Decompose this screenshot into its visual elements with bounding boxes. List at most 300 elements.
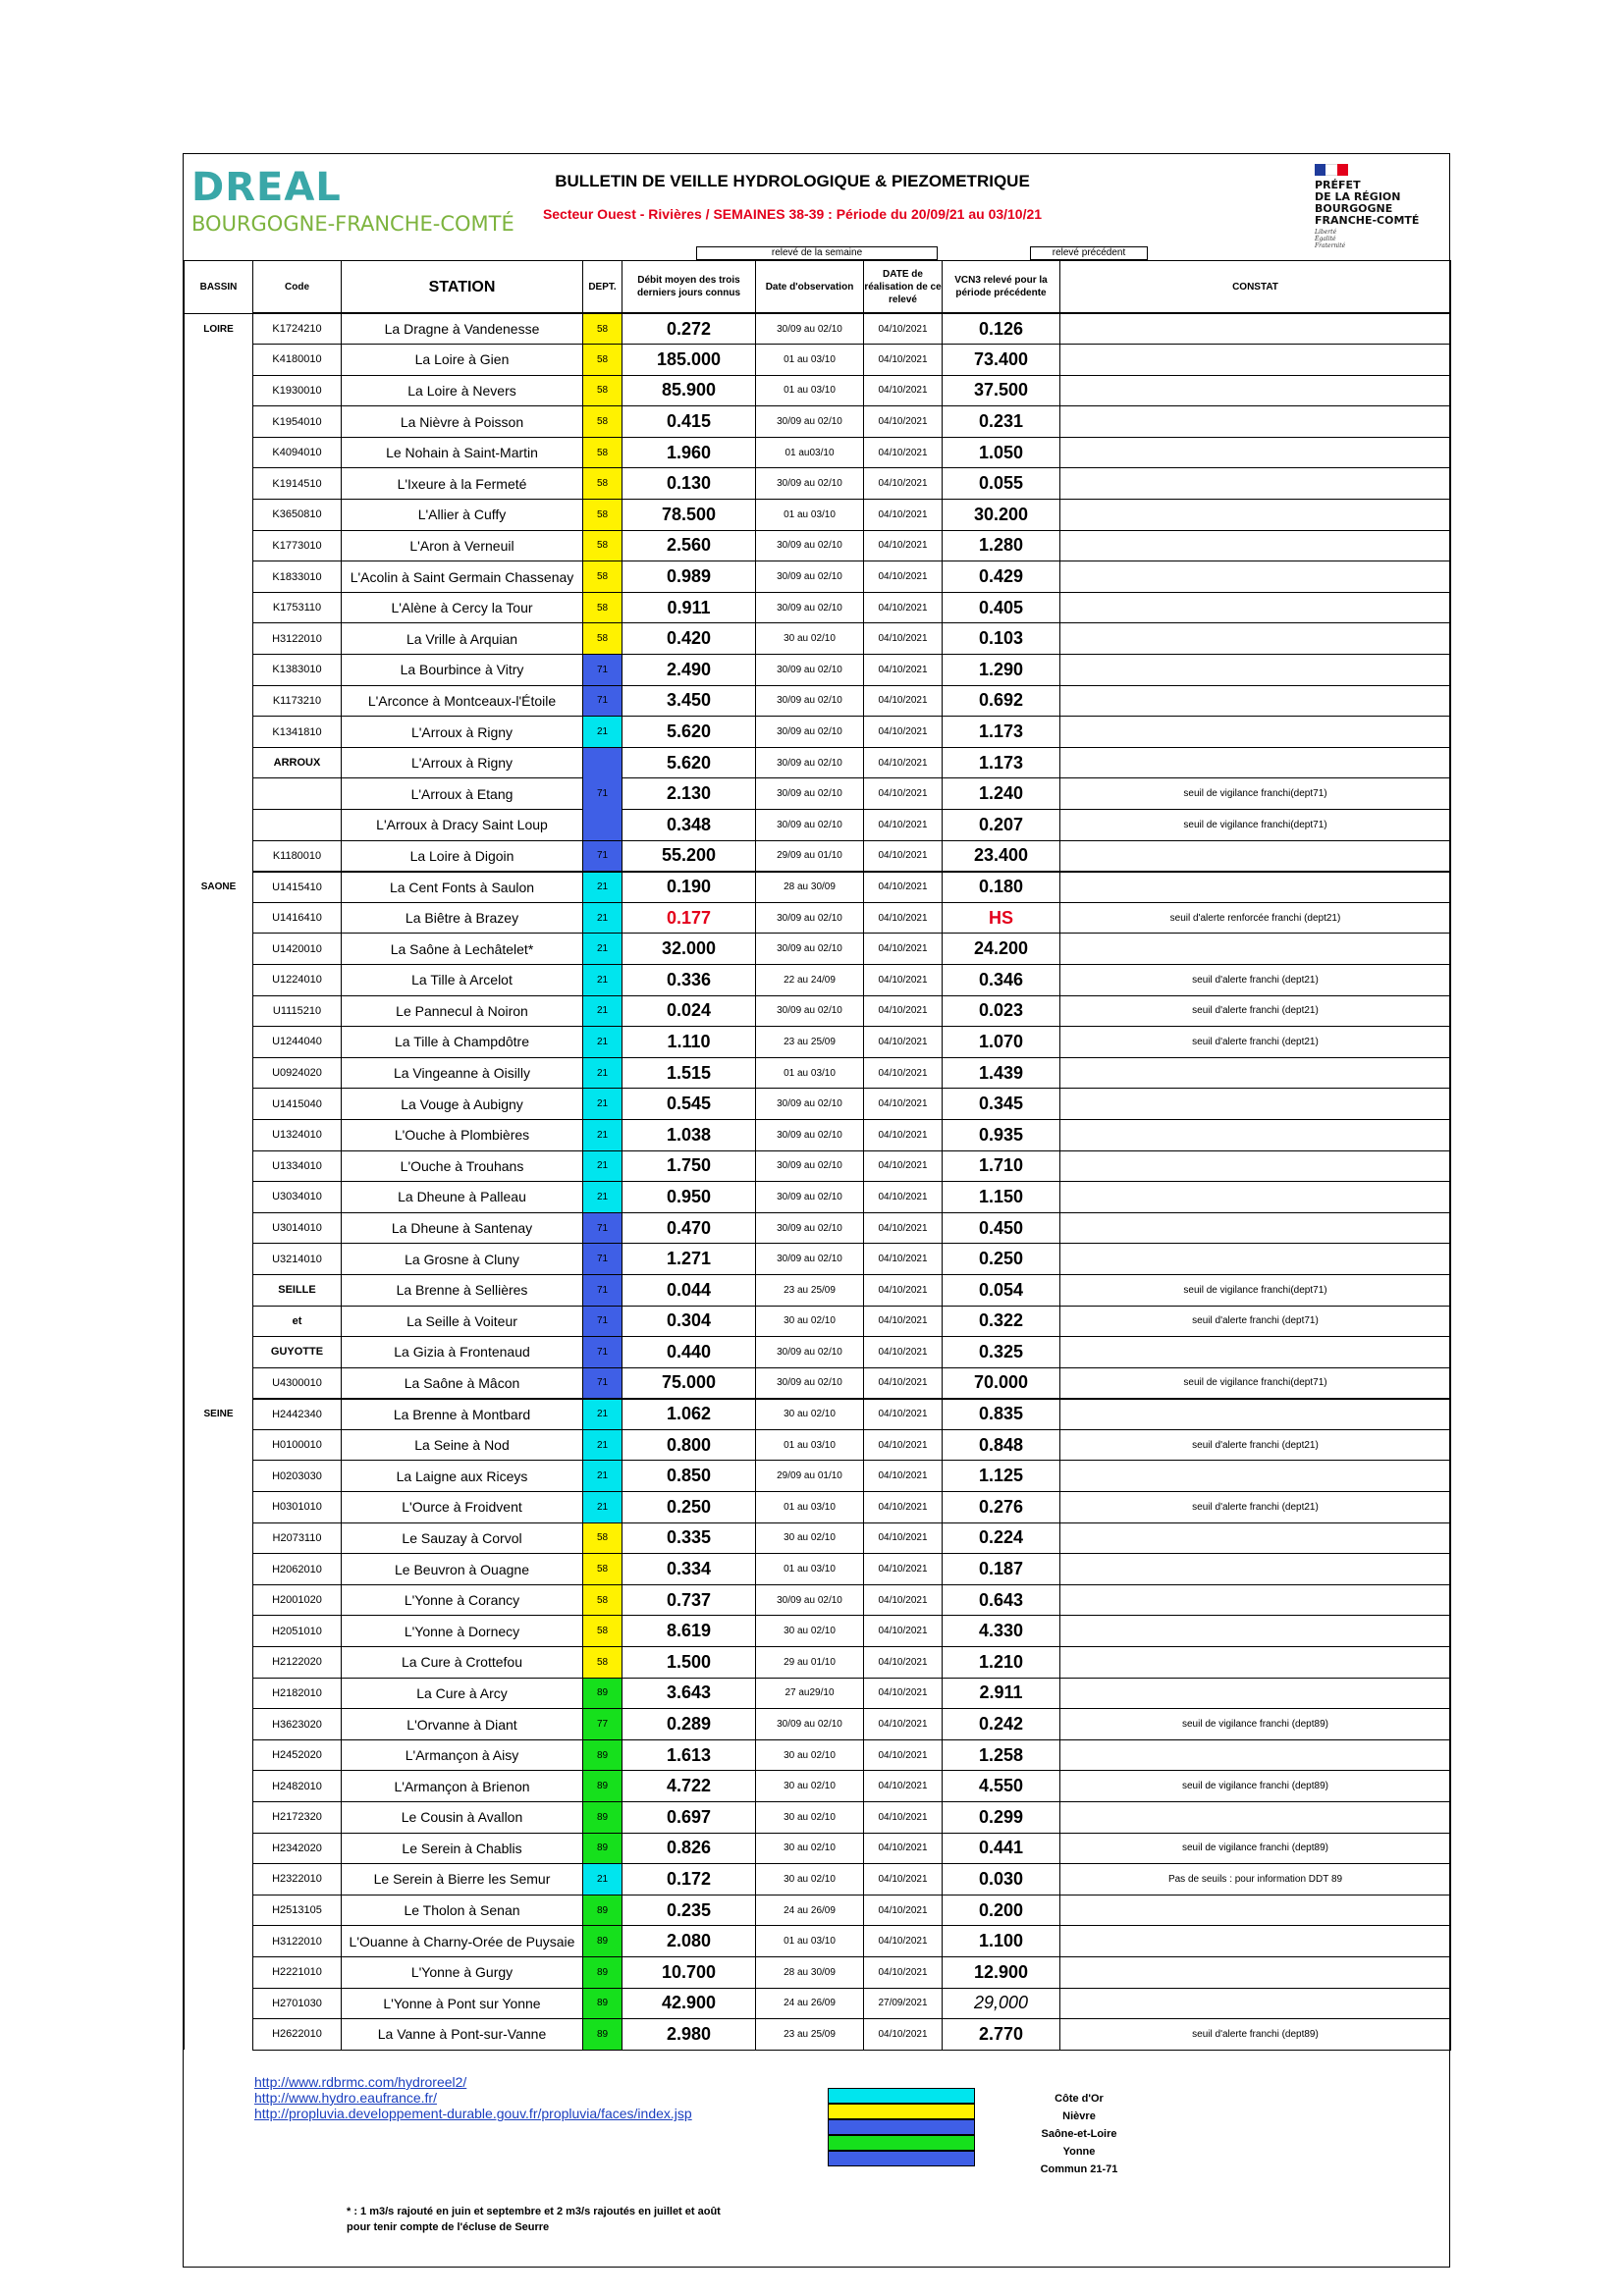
dept-cell [583,747,622,778]
date-rel-cell: 04/10/2021 [864,1150,943,1182]
date-obs-cell: 01 au 03/10 [756,375,864,406]
debit-cell: 0.335 [622,1522,756,1554]
station-cell: La Saône à Lechâtelet* [342,934,583,965]
date-obs-cell: 01 au 03/10 [756,1554,864,1585]
code-cell: U4300010 [253,1367,342,1399]
constat-cell [1060,406,1451,438]
debit-cell: 0.850 [622,1461,756,1492]
dept-cell: 21 [583,1150,622,1182]
debit-cell: 8.619 [622,1616,756,1647]
dept-cell: 89 [583,1926,622,1957]
dept-cell: 71 [583,1274,622,1306]
constat-cell: seuil de vigilance franchi(dept71) [1060,1274,1451,1306]
bassin-cell [185,655,253,686]
debit-cell: 2.080 [622,1926,756,1957]
constat-cell [1060,623,1451,655]
dept-cell: 21 [583,1089,622,1120]
date-obs-cell: 01 au 03/10 [756,1429,864,1461]
bassin-cell [185,840,253,872]
debit-cell: 42.900 [622,1988,756,2019]
code-cell: H2701030 [253,1988,342,2019]
bassin-cell [185,1739,253,1771]
table-row [185,1027,1451,1058]
date-obs-cell: 24 au 26/09 [756,1988,864,2019]
bulletin-title-block [498,172,1087,222]
date-obs-cell: 30/09 au 02/10 [756,902,864,934]
debit-cell: 32.000 [622,934,756,965]
bassin-cell [185,1584,253,1616]
constat-cell: seuil de vigilance franchi (dept89) [1060,1709,1451,1740]
table-row [185,1244,1451,1275]
table-row [185,1429,1451,1461]
station-cell: L'Armançon à Aisy [342,1739,583,1771]
debit-cell: 0.044 [622,1274,756,1306]
debit-cell: 85.900 [622,375,756,406]
table-row [185,375,1451,406]
constat-cell [1060,655,1451,686]
station-cell: La Grosne à Cluny [342,1244,583,1275]
date-obs-cell: 01 au 03/10 [756,500,864,531]
debit-cell: 2.560 [622,530,756,561]
station-cell: La Tille à Arcelot [342,964,583,995]
date-rel-cell: 04/10/2021 [864,778,943,810]
dept-cell: 58 [583,561,622,593]
station-cell: La Tille à Champdôtre [342,1027,583,1058]
col-vcn3: VCN3 relevé pour la période précédente [943,261,1060,314]
vcn3-cell: 29,000 [943,1988,1060,2019]
constat-cell [1060,934,1451,965]
station-cell: La Gizia à Frontenaud [342,1337,583,1368]
date-obs-cell: 30 au 02/10 [756,1833,864,1864]
dept-cell: 58 [583,1522,622,1554]
dreal-logo-region: BOURGOGNE-FRANCHE-COMTÉ [191,212,514,236]
bassin-cell [185,778,253,810]
bassin-cell [185,1337,253,1368]
date-rel-cell: 04/10/2021 [864,655,943,686]
debit-cell: 1.110 [622,1027,756,1058]
vcn3-cell: 0.346 [943,964,1060,995]
bassin-cell [185,1926,253,1957]
vcn3-cell: 0.322 [943,1306,1060,1337]
bassin-cell [185,1771,253,1802]
bassin-cell [185,500,253,531]
code-cell: K4094010 [253,437,342,468]
date-obs-cell: 30/09 au 02/10 [756,1119,864,1150]
table-row [185,1057,1451,1089]
vcn3-cell: 70.000 [943,1367,1060,1399]
table-row [185,1554,1451,1585]
dept-cell: 21 [583,1429,622,1461]
date-rel-cell: 04/10/2021 [864,1399,943,1430]
date-obs-cell: 01 au 03/10 [756,1926,864,1957]
dept-cell: 89 [583,1895,622,1926]
constat-cell [1060,1895,1451,1926]
debit-cell: 0.470 [622,1212,756,1244]
date-obs-cell: 23 au 25/09 [756,2019,864,2051]
constat-cell: seuil d'alerte franchi (dept21) [1060,995,1451,1027]
bassin-cell [185,592,253,623]
station-cell: Le Serein à Bierre les Semur [342,1864,583,1896]
debit-cell: 0.272 [622,313,756,345]
date-rel-cell: 04/10/2021 [864,592,943,623]
col-code: Code [253,261,342,314]
constat-cell [1060,840,1451,872]
debit-cell: 0.348 [622,810,756,841]
station-cell: L'Yonne à Dornecy [342,1616,583,1647]
date-obs-cell: 30 au 02/10 [756,1864,864,1896]
vcn3-cell: 0.055 [943,468,1060,500]
date-rel-cell: 04/10/2021 [864,1647,943,1679]
date-rel-cell: 04/10/2021 [864,717,943,748]
date-rel-cell: 04/10/2021 [864,1522,943,1554]
constat-cell [1060,313,1451,345]
table-row [185,406,1451,438]
bassin-cell [185,2019,253,2051]
date-obs-cell: 30/09 au 02/10 [756,717,864,748]
date-rel-cell: 04/10/2021 [864,747,943,778]
dept-cell: 58 [583,1554,622,1585]
bassin-cell [185,468,253,500]
code-cell: U3214010 [253,1244,342,1275]
bassin-cell: LOIRE [185,313,253,345]
constat-cell: seuil d'alerte renforcée franchi (dept21) [1060,902,1451,934]
bassin-cell [185,1802,253,1834]
date-rel-cell: 04/10/2021 [864,964,943,995]
vcn3-cell: 0.030 [943,1864,1060,1896]
dept-cell: 21 [583,1182,622,1213]
debit-cell: 0.800 [622,1429,756,1461]
table-row [185,964,1451,995]
debit-cell: 1.062 [622,1399,756,1430]
dept-cell: 71 [583,1244,622,1275]
code-cell: K1724210 [253,313,342,345]
date-obs-cell: 30/09 au 02/10 [756,995,864,1027]
debit-cell: 0.336 [622,964,756,995]
vcn3-cell: 12.900 [943,1956,1060,1988]
vcn3-cell: 0.054 [943,1274,1060,1306]
table-row [185,934,1451,965]
station-cell: La Brenne à Montbard [342,1399,583,1430]
date-rel-cell: 04/10/2021 [864,1895,943,1926]
vcn3-cell: 0.242 [943,1709,1060,1740]
date-obs-cell: 24 au 26/09 [756,1895,864,1926]
constat-cell: seuil de vigilance franchi(dept71) [1060,1367,1451,1399]
constat-cell [1060,1212,1451,1244]
date-obs-cell: 01 au 03/10 [756,1057,864,1089]
date-rel-cell: 04/10/2021 [864,468,943,500]
debit-cell: 10.700 [622,1956,756,1988]
table-row [185,1337,1451,1368]
dept-cell: 71 [583,1367,622,1399]
debit-cell: 0.415 [622,406,756,438]
bassin-cell: SEINE [185,1399,253,1430]
debit-cell: 1.500 [622,1647,756,1679]
table-row [185,840,1451,872]
table-row [185,747,1451,778]
constat-cell [1060,872,1451,903]
station-cell: L'Ouche à Trouhans [342,1150,583,1182]
constat-cell: seuil d'alerte franchi (dept21) [1060,964,1451,995]
legend-swatches [828,2088,975,2166]
station-cell: L'Arroux à Etang [342,778,583,810]
constat-cell [1060,1554,1451,1585]
constat-cell [1060,1956,1451,1988]
bassin-cell [185,1461,253,1492]
vcn3-cell: 1.710 [943,1150,1060,1182]
bassin-cell [185,717,253,748]
vcn3-cell: 0.345 [943,1089,1060,1120]
vcn3-cell: 24.200 [943,934,1060,965]
debit-cell: 1.515 [622,1057,756,1089]
bassin-cell [185,810,253,841]
legend-swatch-cote-dor [828,2088,975,2104]
dept-cell: 58 [583,375,622,406]
date-obs-cell: 29 au 01/10 [756,1647,864,1679]
date-obs-cell: 30/09 au 02/10 [756,1337,864,1368]
vcn3-cell: 1.173 [943,717,1060,748]
vcn3-cell: 0.429 [943,561,1060,593]
dreal-logo [191,166,514,237]
constat-cell [1060,1182,1451,1213]
station-cell: La Brenne à Sellières [342,1274,583,1306]
debit-cell: 0.190 [622,872,756,903]
station-cell: La Dheune à Santenay [342,1212,583,1244]
debit-cell: 75.000 [622,1367,756,1399]
link-rdbrmc[interactable]: http://www.rdbrmc.com/hydroreel2/ [254,2074,467,2090]
bassin-cell [185,995,253,1027]
vcn3-cell: 0.405 [943,592,1060,623]
station-cell: La Laigne aux Riceys [342,1461,583,1492]
table-row [185,1739,1451,1771]
constat-cell [1060,592,1451,623]
table-row [185,655,1451,686]
table-row [185,1802,1451,1834]
code-cell: H2172320 [253,1802,342,1834]
date-obs-cell: 30/09 au 02/10 [756,313,864,345]
vcn3-cell: 0.835 [943,1399,1060,1430]
bassin-cell [185,1057,253,1089]
debit-cell: 0.289 [622,1709,756,1740]
dept-cell: 89 [583,1802,622,1834]
dept-cell: 89 [583,1956,622,1988]
date-obs-cell: 01 au03/10 [756,437,864,468]
table-row [185,530,1451,561]
vcn3-cell: 1.210 [943,1647,1060,1679]
vcn3-cell: 0.023 [943,995,1060,1027]
station-cell: Le Tholon à Senan [342,1895,583,1926]
date-obs-cell: 30/09 au 02/10 [756,810,864,841]
date-obs-cell: 30/09 au 02/10 [756,934,864,965]
date-obs-cell: 29/09 au 01/10 [756,1461,864,1492]
date-obs-cell: 30 au 02/10 [756,1616,864,1647]
code-cell: H2062010 [253,1554,342,1585]
debit-cell: 0.826 [622,1833,756,1864]
bassin-cell [185,530,253,561]
bassin-cell [185,1119,253,1150]
dept-cell: 58 [583,468,622,500]
legend-label-cote-dor: Côte d'Or [1055,2093,1104,2105]
station-cell: Le Pannecul à Noiron [342,995,583,1027]
footnote [347,2204,721,2235]
legend-swatch-commun [828,2151,975,2166]
vcn3-cell: 0.180 [943,872,1060,903]
bassin-cell [185,1306,253,1337]
date-obs-cell: 30 au 02/10 [756,1739,864,1771]
date-rel-cell: 04/10/2021 [864,1739,943,1771]
debit-cell: 0.130 [622,468,756,500]
debit-cell: 185.000 [622,345,756,376]
station-cell: La Loire à Digoin [342,840,583,872]
station-cell: L'Ouanne à Charny-Orée de Puysaie [342,1926,583,1957]
dept-cell: 58 [583,623,622,655]
dept-cell: 58 [583,1616,622,1647]
vcn3-cell: 2.770 [943,2019,1060,2051]
vcn3-cell: 0.848 [943,1429,1060,1461]
debit-cell: 0.989 [622,561,756,593]
date-rel-cell: 04/10/2021 [864,1554,943,1585]
date-rel-cell: 04/10/2021 [864,1492,943,1523]
bassin-cell [185,406,253,438]
dept-cell: 71 [583,778,622,810]
table-row [185,1367,1451,1399]
vcn3-cell: 0.935 [943,1119,1060,1150]
table-row [185,345,1451,376]
dept-cell: 71 [583,840,622,872]
table-header-row [185,261,1451,314]
dept-cell: 71 [583,1212,622,1244]
debit-cell: 5.620 [622,747,756,778]
constat-cell [1060,345,1451,376]
dept-cell: 58 [583,592,622,623]
debit-cell: 2.130 [622,778,756,810]
dept-cell: 58 [583,1584,622,1616]
table-row [185,1709,1451,1740]
date-rel-cell: 04/10/2021 [864,872,943,903]
debit-cell: 0.334 [622,1554,756,1585]
debit-cell: 5.620 [622,717,756,748]
table-row [185,1864,1451,1896]
debit-cell: 0.024 [622,995,756,1027]
date-obs-cell: 30 au 02/10 [756,1306,864,1337]
station-cell: La Biêtre à Brazey [342,902,583,934]
debit-cell: 0.440 [622,1337,756,1368]
table-row [185,1089,1451,1120]
vcn3-cell: 0.299 [943,1802,1060,1834]
date-rel-cell: 04/10/2021 [864,1802,943,1834]
station-cell: L'Orvanne à Diant [342,1709,583,1740]
date-rel-cell: 04/10/2021 [864,1771,943,1802]
date-obs-cell: 30/09 au 02/10 [756,1089,864,1120]
footnote-line-2: pour tenir compte de l'écluse de Seurre [347,2221,550,2233]
date-rel-cell: 27/09/2021 [864,1988,943,2019]
constat-cell [1060,1337,1451,1368]
bassin-cell [185,1988,253,2019]
station-cell: La Nièvre à Poisson [342,406,583,438]
col-date-obs: Date d'observation [756,261,864,314]
code-cell: K1930010 [253,375,342,406]
code-cell: H2122020 [253,1647,342,1679]
link-propluvia[interactable]: http://propluvia.developpement-durable.gouv.fr/propluvia/faces/index.jsp [254,2106,692,2121]
footnote-line-1: * : 1 m3/s rajouté en juin et septembre et 2 m3/s rajoutés en juillet et août [347,2206,721,2217]
dept-cell: 21 [583,934,622,965]
date-obs-cell: 30/09 au 02/10 [756,1367,864,1399]
dreal-logo-word: DREAL [191,165,342,210]
date-obs-cell: 30/09 au 02/10 [756,1150,864,1182]
dept-cell: 21 [583,902,622,934]
bassin-cell [185,1833,253,1864]
debit-cell: 55.200 [622,840,756,872]
date-obs-cell: 30/09 au 02/10 [756,468,864,500]
dept-cell: 21 [583,1864,622,1896]
table-row [185,1150,1451,1182]
code-cell: K1753110 [253,592,342,623]
table-row [185,500,1451,531]
code-cell: K1833010 [253,561,342,593]
date-rel-cell: 04/10/2021 [864,1864,943,1896]
code-cell: et [253,1306,342,1337]
date-obs-cell: 30/09 au 02/10 [756,1584,864,1616]
date-rel-cell: 04/10/2021 [864,1119,943,1150]
date-rel-cell: 04/10/2021 [864,345,943,376]
station-cell: Le Serein à Chablis [342,1833,583,1864]
date-rel-cell: 04/10/2021 [864,1306,943,1337]
station-cell: L'Ixeure à la Fermeté [342,468,583,500]
code-cell: U1416410 [253,902,342,934]
bassin-cell: SAONE [185,872,253,903]
bassin-cell [185,1492,253,1523]
bassin-cell [185,1864,253,1896]
bassin-cell [185,437,253,468]
vcn3-cell: 1.070 [943,1027,1060,1058]
dept-cell: 21 [583,1492,622,1523]
table-row [185,995,1451,1027]
bassin-cell [185,1956,253,1988]
table-row [185,717,1451,748]
bassin-cell [185,1429,253,1461]
debit-cell: 0.177 [622,902,756,934]
code-cell [253,810,342,841]
station-cell: L'Arroux à Rigny [342,717,583,748]
constat-cell [1060,437,1451,468]
code-cell [253,778,342,810]
station-cell: L'Arconce à Montceaux-l'Étoile [342,685,583,717]
debit-cell: 0.911 [622,592,756,623]
debit-cell: 4.722 [622,1771,756,1802]
station-cell: L'Acolin à Saint Germain Chassenay [342,561,583,593]
bassin-cell [185,1554,253,1585]
constat-cell [1060,1802,1451,1834]
constat-cell [1060,1399,1451,1430]
debit-cell: 1.613 [622,1739,756,1771]
code-cell: H2482010 [253,1771,342,1802]
date-obs-cell: 30/09 au 02/10 [756,655,864,686]
station-cell: Le Nohain à Saint-Martin [342,437,583,468]
date-rel-cell: 04/10/2021 [864,2019,943,2051]
link-hydro-eaufrance[interactable]: http://www.hydro.eaufrance.fr/ [254,2090,437,2106]
station-cell: La Dragne à Vandenesse [342,313,583,345]
bassin-cell [185,1709,253,1740]
col-bassin: BASSIN [185,261,253,314]
bassin-cell [185,1089,253,1120]
station-cell: L'Yonne à Gurgy [342,1956,583,1988]
code-cell: H3623020 [253,1709,342,1740]
date-obs-cell: 30/09 au 02/10 [756,747,864,778]
dept-cell: 58 [583,345,622,376]
table-row [185,1182,1451,1213]
code-cell: H2513105 [253,1895,342,1926]
constat-cell: seuil de vigilance franchi(dept71) [1060,778,1451,810]
constat-cell [1060,1616,1451,1647]
